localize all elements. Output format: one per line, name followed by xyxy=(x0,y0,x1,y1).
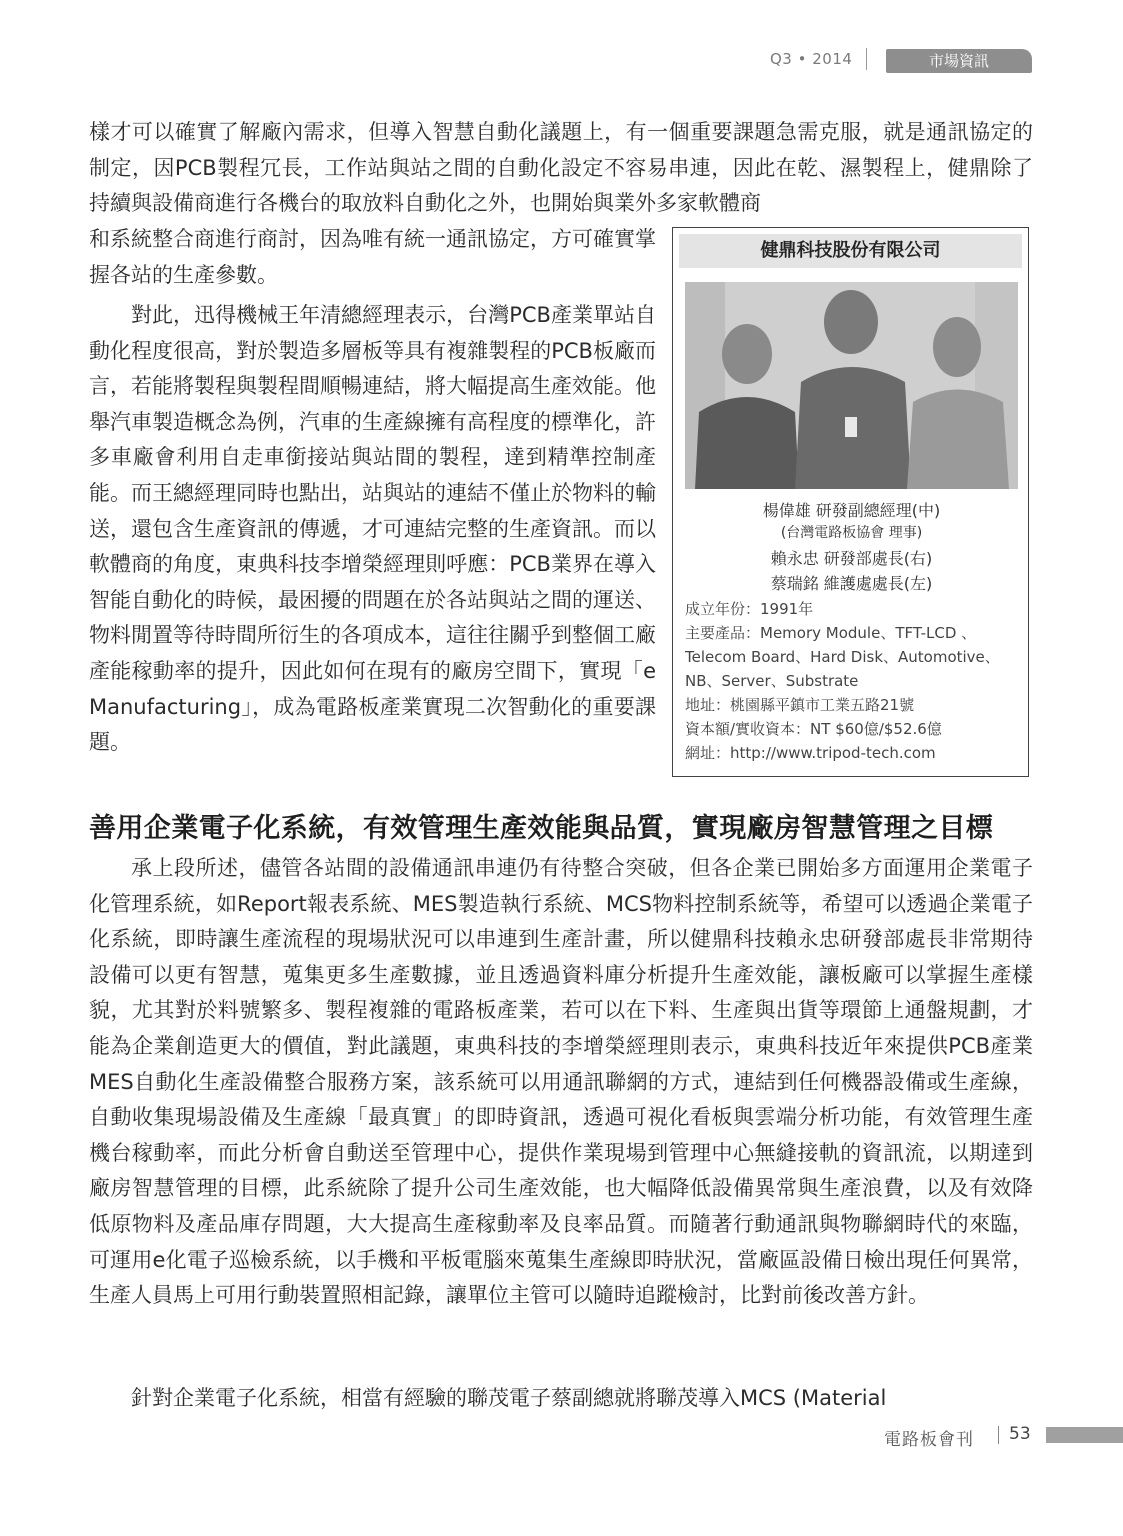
company-profile-box xyxy=(672,227,1029,777)
magazine-name: 電路板會刊 xyxy=(884,1430,974,1450)
page-number: 53 xyxy=(1009,1424,1031,1444)
info-products-2: Telecom Board、Hard Disk、Automotive、 xyxy=(685,648,1000,666)
info-products-3: NB、Server、Substrate xyxy=(685,672,859,690)
footer-bar xyxy=(1046,1427,1123,1443)
executives-photo xyxy=(685,282,1018,489)
company-info xyxy=(685,597,1025,765)
caption-line-1: 楊偉雄 研發副總經理(中) xyxy=(762,501,941,520)
section-tag: 市場資訊 xyxy=(886,49,1032,73)
info-products-1: 主要產品：Memory Module、TFT-LCD 、 xyxy=(685,624,977,642)
info-website: 網址：http://www.tripod-tech.com xyxy=(685,744,936,762)
caption-line-3: 賴永忠 研發部處長(右) xyxy=(770,549,933,568)
intro-paragraph-left: 和系統整合商進行商討，因為唯有統一通訊協定，方可確實掌握各站的生產參數。 xyxy=(89,227,656,287)
third-paragraph: 承上段所述，儘管各站間的設備通訊串連仍有待整合突破，但各企業已開始多方面運用企業電子化管理系統，如Report報表系統、MES製造執行系統、MCS物料控制系統等，希望可以透過企業電子化系統，即時讓生產流程的現場狀況可以串連到生產計畫，所以健鼎科技賴永忠研發部處長非常期待設備可以更有智慧，蒐集更多生產數據，並且透過資料庫分析提升生產效能，讓板廠可以掌握生產樣貌，尤其對於料號繁多、製程複雜的電路板產業，若可以在下料、生產與出貨等環節上通盤規劃，才能為企業創造更大的價值，對此議題，東典科技的李增榮經理則表示，東典科技近年來提供PCB產業MES自動化生產設備整合服務方案，該系統可以用通訊聯網的方式，連結到任何機器設備或生產線，自動收集現場設備及生產線「最真實」的即時資訊，透過可視化看板與雲端分析功能，有效管理生產機台稼動率，而此分析會自動送至管理中心，提供作業現場到管理中心無縫接軌的資訊流，以期達到廠房智慧管理的目標，此系統除了提升公司生產效能，也大幅降低設備異常與生產浪費，以及有效降低原物料及產品庫存問題，大大提高生產稼動率及良率品質。而隨著行動通訊與物聯網時代的來臨，可運用e化電子巡檢系統，以手機和平板電腦來蒐集生產線即時狀況，當廠區設備日檢出現任何異常，生產人員馬上可用行動裝置照相記錄，讓單位主管可以隨時追蹤檢討，比對前後改善方針。 xyxy=(89,856,1033,1308)
intro-paragraph-full: 樣才可以確實了解廠內需求，但導入智慧自動化議題上，有一個重要課題急需克服，就是通訊協定的制定，因PCB製程冗長，工作站與站之間的自動化設定不容易串連，因此在乾、濕製程上，健鼎除了持續與設備商進行各機台的取放料自動化之外，也開始與業外多家軟體商 xyxy=(89,120,1033,216)
header-divider xyxy=(866,48,867,70)
caption-line-2: (台灣電路板協會 理事) xyxy=(780,525,923,541)
info-founded: 成立年份：1991年 xyxy=(685,600,814,618)
company-name: 健鼎科技股份有限公司 xyxy=(679,234,1022,268)
fourth-paragraph: 針對企業電子化系統，相當有經驗的聯茂電子蔡副總就將聯茂導入MCS (Material xyxy=(131,1386,887,1410)
caption-line-4: 蔡瑞銘 維護處處長(左) xyxy=(770,574,933,593)
section-heading: 善用企業電子化系統，有效管理生產效能與品質，實現廠房智慧管理之目標 xyxy=(89,813,994,844)
footer-divider xyxy=(998,1426,999,1444)
info-address: 地址：桃園縣平鎮市工業五路21號 xyxy=(685,696,915,714)
info-capital: 資本額/實收資本：NT $60億/$52.6億 xyxy=(685,720,942,738)
issue-label: Q3 • 2014 xyxy=(770,50,853,68)
second-paragraph: 對此，迅得機械王年清總經理表示，台灣PCB產業單站自動化程度很高，對於製造多層板等具有複雜製程的PCB板廠而言，若能將製程與製程間順暢連結，將大幅提高生產效能。他舉汽車製造概念為例，汽車的生產線擁有高程度的標準化，許多車廠會利用自走車銜接站與站間的製程，達到精準控制產能。而王總經理同時也點出，站與站的連結不僅止於物料的輸送，還包含生產資訊的傳遞，才可連結完整的生產資訊。而以軟體商的角度，東典科技李增榮經理則呼應：PCB業界在導入智能自動化的時候，最困擾的問題在於各站與站之間的運送、物料閒置等待時間所衍生的各項成本，這往往關乎到整個工廠產能稼動率的提升，因此如何在現有的廠房空間下，實現「e Manufacturing」，成為電路板產業實現二次智動化的重要課題。 xyxy=(89,303,656,755)
